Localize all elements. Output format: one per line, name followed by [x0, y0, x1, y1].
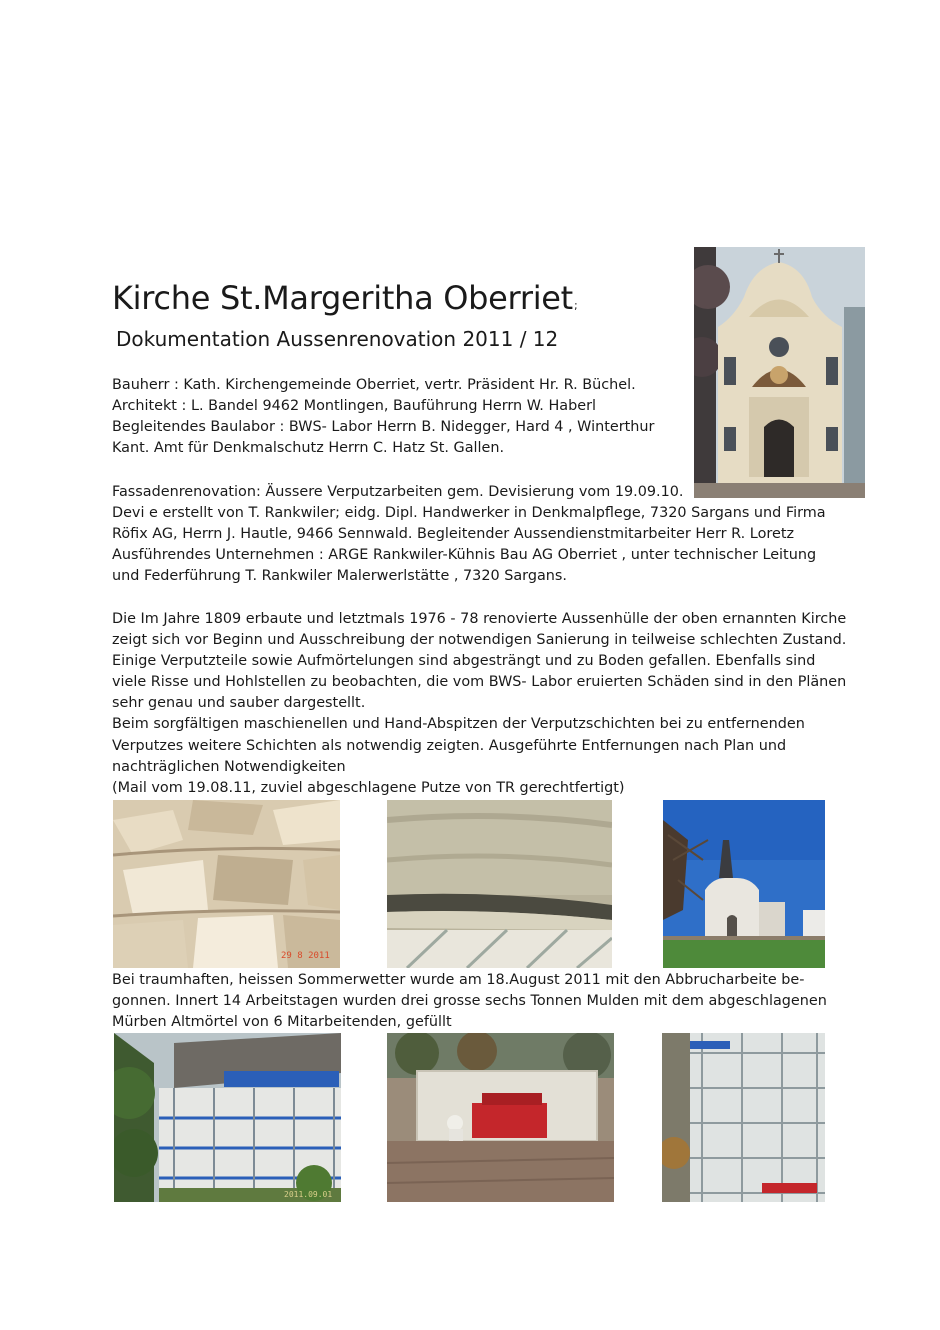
participants-block — [112, 375, 654, 459]
demolition-line: Mürben Altmörtel von 6 Mitarbeitenden, gefüllt — [112, 1014, 452, 1031]
facade-line: Devi e erstellt von T. Rankwiler; eidg. Dipl. Handwerker in Denkmalpflege, 7320 Sargans und Firma — [112, 505, 826, 522]
demolition-block — [112, 970, 827, 1033]
exposed-masonry-photo — [113, 800, 340, 968]
condition-line: zeigt sich vor Beginn und Ausschreibung der notwendigen Sanierung in teilweise schlechten Zustand. — [112, 632, 847, 649]
debris-containers-photo — [387, 1033, 614, 1202]
participant-line: Bauherr : Kath. Kirchengemeinde Oberriet, vertr. Präsident Hr. R. Büchel. — [112, 377, 636, 393]
document-subtitle: Dokumentation Aussenrenovation 2011 / 12 — [116, 327, 559, 351]
participant-line: Begleitendes Baulabor : BWS- Labor Herrn B. Nidegger, Hard 4 , Winterthur — [112, 419, 655, 436]
facade-block — [112, 482, 826, 587]
demolition-line: Bei traumhaften, heissen Sommerwetter wurde am 18.August 2011 mit den Abbrucharbeite be- — [112, 972, 805, 988]
participant-line: Kant. Amt für Denkmalschutz Herrn C. Hatz St. Gallen. — [112, 440, 505, 457]
condition-block — [112, 609, 846, 799]
facade-line: und Federführung T. Rankwiler Malerwerlstätte , 7320 Sargans. — [112, 568, 567, 585]
facade-line: Röfix AG, Herrn J. Hautle, 9466 Sennwald. Begleitender Aussendienstmitarbeiter Herr R. Loretz — [112, 526, 795, 543]
document-title-text: Kirche St.Margeritha Oberriet — [112, 279, 573, 317]
facade-line: Fassadenrenovation: Äussere Verputzarbeiten gem. Devisierung vom 19.09.10. — [112, 484, 684, 500]
church-facade-photo — [694, 247, 865, 498]
condition-line: nachträglichen Notwendigkeiten — [112, 758, 346, 775]
condition-line: Die Im Jahre 1809 erbaute und letztmals 1976 - 78 renovierte Aussenhülle der oben ernannten Kirche — [112, 611, 847, 627]
demolition-line: gonnen. Innert 14 Arbeitstagen wurden drei grosse sechs Tonnen Mulden mit dem abgeschlagenen — [112, 993, 827, 1010]
condition-line: Einige Verputzteile sowie Aufmörtelungen sind abgesträngt und zu Boden gefallen. Ebenfalls sind — [112, 653, 816, 670]
document-title — [112, 278, 577, 326]
church-overview-photo — [663, 800, 825, 968]
condition-line: sehr genau und sauber dargestellt. — [112, 695, 366, 712]
scaffold-corner-photo — [662, 1033, 825, 1202]
condition-line: (Mail vom 19.08.11, zuviel abgeschlagene Putze von TR gerechtfertigt) — [112, 779, 625, 796]
condition-line: Verputzes weitere Schichten als notwendig zeigten. Ausgeführte Entfernungen nach Plan und — [112, 737, 787, 754]
scaffolding-photo — [114, 1033, 341, 1202]
condition-line: viele Risse und Hohlstellen zu beobachten, die vom BWS- Labor eruierten Schäden sind in den Plänen — [112, 674, 847, 691]
facade-line: Ausführendes Unternehmen : ARGE Rankwiler-Kühnis Bau AG Oberriet , unter technischer Leitung — [112, 547, 817, 564]
title-mark: ; — [573, 299, 578, 312]
photo-date-stamp: 2011.09.01 — [284, 1190, 333, 1199]
condition-line: Beim sorgfältigen maschienellen und Hand-Abspitzen der Verputzschichten bei zu entfernenden — [112, 716, 805, 733]
plaster-layers-photo — [387, 800, 612, 968]
participant-line: Architekt : L. Bandel 9462 Montlingen, Bauführung Herrn W. Haberl — [112, 398, 596, 415]
photo-date-stamp: 29 8 2011 — [281, 951, 330, 961]
